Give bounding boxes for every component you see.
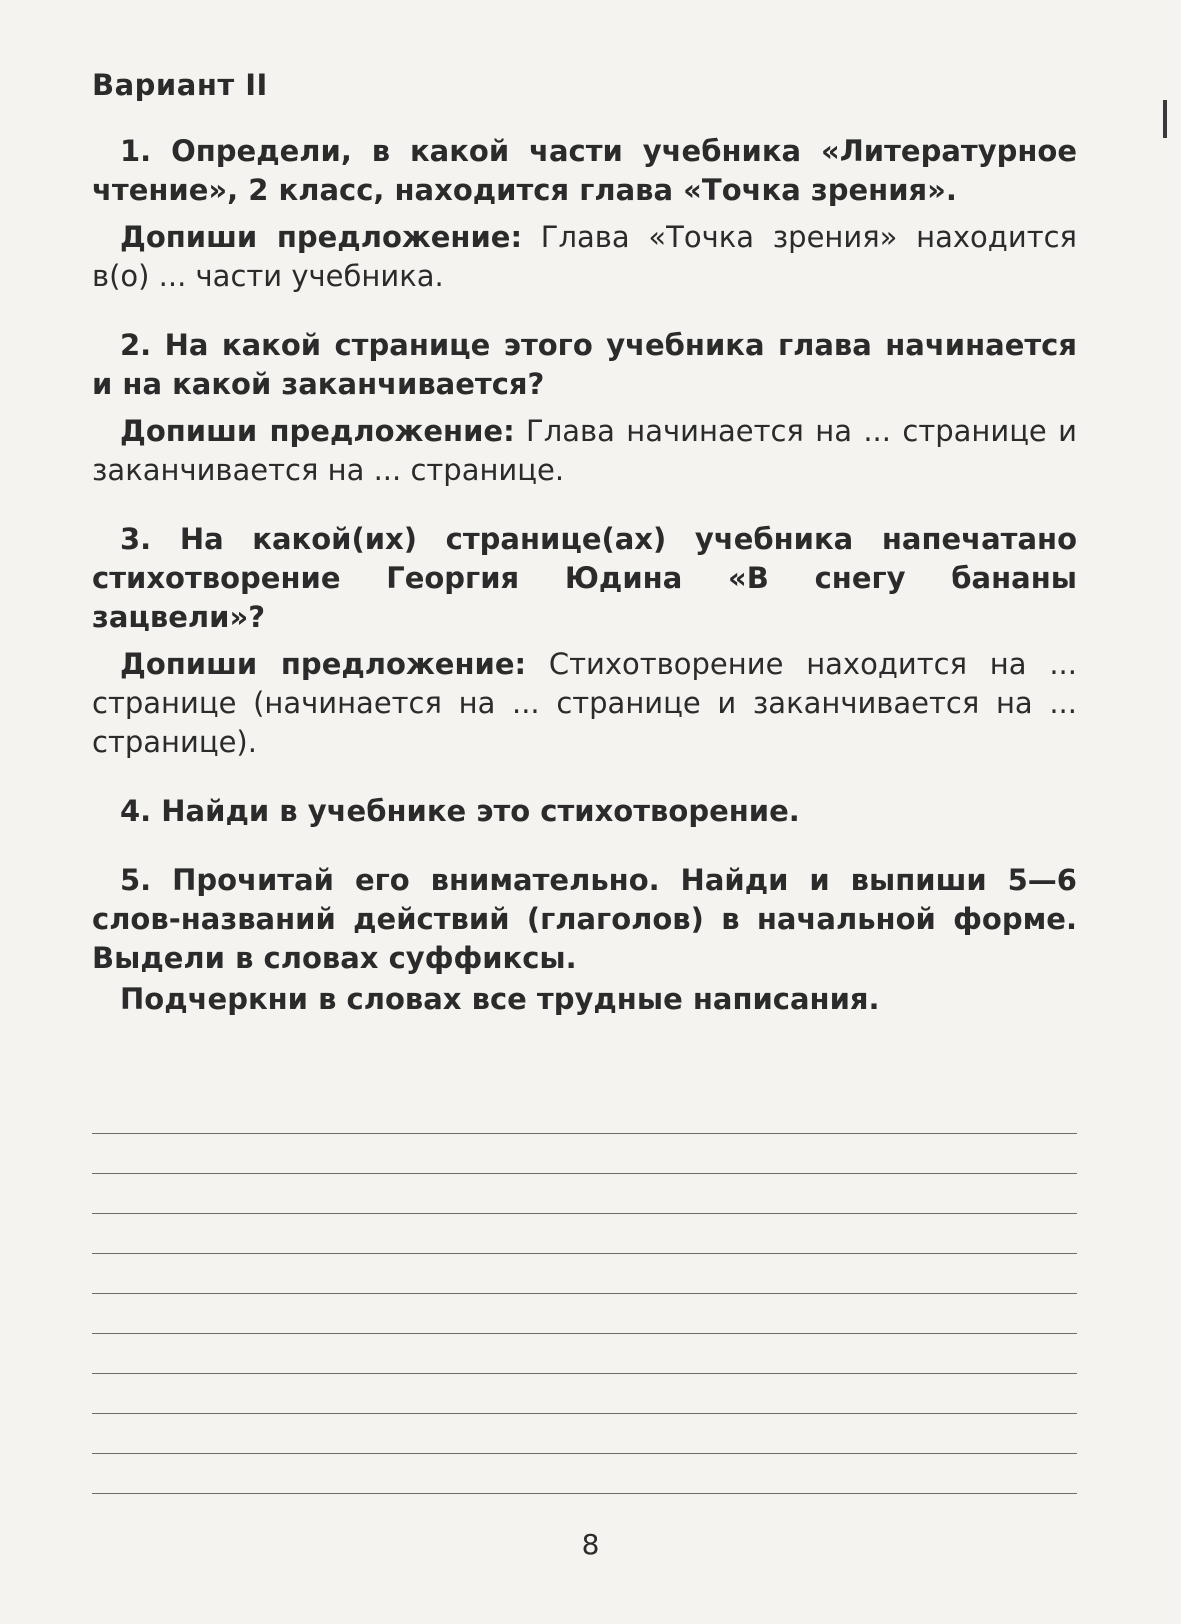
instruction-text: Глава начинается на ... странице и заканчивается на ... странице. (92, 414, 1077, 487)
task-4 (92, 792, 1077, 831)
answer-line[interactable] (92, 1254, 1077, 1294)
page-edge-mark (1163, 100, 1167, 138)
task-question: 5. Прочитай его внимательно. Найди и выпиши 5—6 слов-названий действий (глаголов) в начальной форме. Выдели в словах суффиксы. (92, 863, 1077, 975)
variant-heading: Вариант II (92, 68, 268, 102)
task-question: 2. На какой странице этого учебника глава начинается и на какой заканчивается? (92, 328, 1077, 401)
answer-lines[interactable] (92, 1094, 1077, 1494)
answer-line[interactable] (92, 1094, 1077, 1134)
instruction-label: Допиши предложение: (120, 647, 527, 681)
task-question-extra: Подчеркни в словах все трудные написания. (120, 982, 880, 1016)
instruction-text: Стихотворение находится на ... странице (начинается на ... странице и заканчивается на ... странице). (92, 647, 1077, 759)
answer-line[interactable] (92, 1294, 1077, 1334)
task-question: 1. Определи, в какой части учебника «Литературное чтение», 2 класс, находится глава «Точка зрения». (92, 134, 1077, 207)
answer-line[interactable] (92, 1454, 1077, 1494)
answer-line[interactable] (92, 1374, 1077, 1414)
instruction-text: Глава «Точка зрения» находится в(о) ... части учебника. (92, 220, 1077, 293)
task-instruction (92, 412, 1077, 490)
instruction-label: Допиши предложение: (120, 220, 523, 254)
task-3 (92, 520, 1077, 762)
answer-line[interactable] (92, 1414, 1077, 1454)
task-5 (92, 861, 1077, 1019)
answer-line[interactable] (92, 1334, 1077, 1374)
task-instruction (92, 645, 1077, 762)
task-instruction (92, 218, 1077, 296)
task-question: 4. Найди в учебнике это стихотворение. (120, 794, 800, 828)
task-question: 3. На какой(их) странице(ах) учебника напечатано стихотворение Георгия Юдина «В снегу бананы зацвели»? (92, 522, 1077, 634)
answer-line[interactable] (92, 1174, 1077, 1214)
page-content (92, 68, 1077, 1049)
task-2 (92, 326, 1077, 490)
instruction-label: Допиши предложение: (120, 414, 515, 448)
page-number: 8 (581, 1528, 600, 1561)
task-1 (92, 132, 1077, 296)
answer-line[interactable] (92, 1214, 1077, 1254)
answer-line[interactable] (92, 1134, 1077, 1174)
